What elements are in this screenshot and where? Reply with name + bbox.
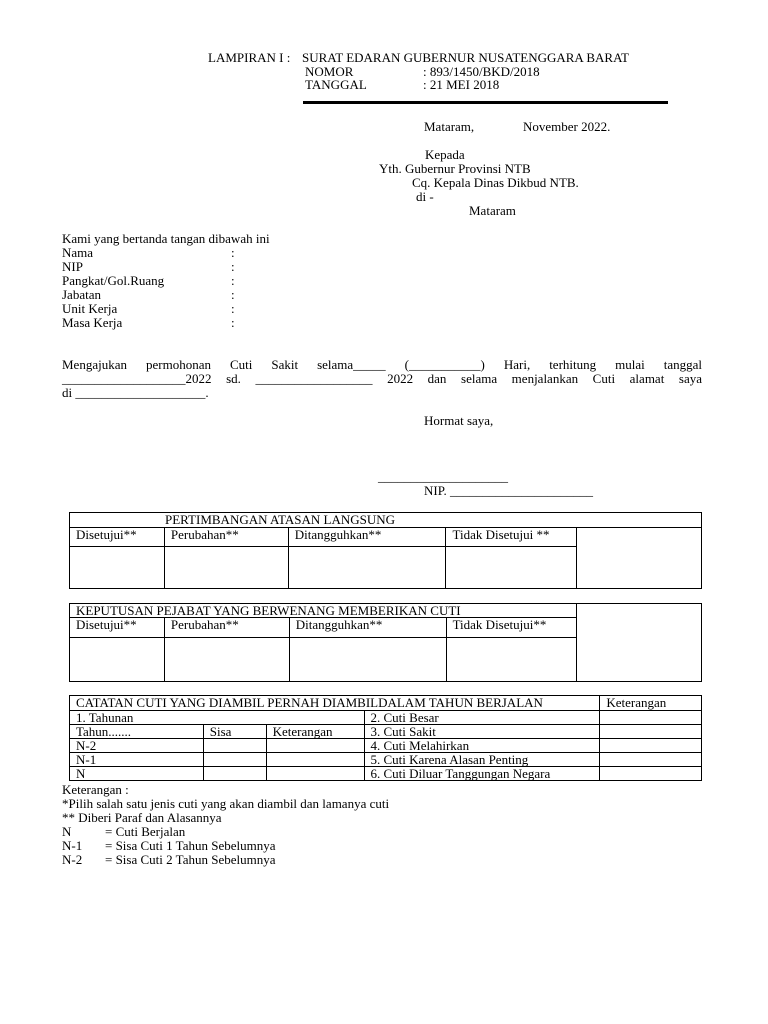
keputusan-table xyxy=(69,603,702,682)
year-keterangan-cell xyxy=(266,739,364,753)
request-line-1: Mengajukan permohonan Cuti Sakit selama_____ (___________) Hari, terhitung mulai tanggal xyxy=(62,357,702,372)
catatan-tahunan: 1. Tahunan xyxy=(70,711,365,725)
legend-desc: = Sisa Cuti 2 Tahun Sebelumnya xyxy=(105,852,276,867)
recipient-di: di - xyxy=(416,189,434,204)
identity-intro: Kami yang bertanda tangan dibawah ini xyxy=(62,231,270,246)
field-colon: : xyxy=(231,287,235,302)
keterangan-cell xyxy=(600,725,702,739)
field-label-unit-kerja: Unit Kerja xyxy=(62,301,118,316)
keputusan-cell xyxy=(289,638,446,682)
year-keterangan-cell xyxy=(266,753,364,767)
signature-nip: NIP. ______________________ xyxy=(424,483,594,498)
pertimbangan-cell xyxy=(70,547,165,589)
tanggal-label: TANGGAL xyxy=(305,77,367,92)
catatan-title: CATATAN CUTI YANG DIAMBIL PERNAH DIAMBILDALAM TAHUN BERJALAN xyxy=(70,696,600,711)
pertimbangan-signature-cell xyxy=(577,528,702,589)
pertimbangan-cell xyxy=(164,547,288,589)
request-line-2: ___________________2022 sd. __________________ 2022 dan selama menjalankan Cuti alamat saya xyxy=(62,371,702,386)
keterangan-cell xyxy=(600,739,702,753)
place: Mataram, xyxy=(424,119,475,134)
recipient-city: Mataram xyxy=(469,203,516,218)
leave-type-cuti-alasan-penting: 5. Cuti Karena Alasan Penting xyxy=(364,753,600,767)
letter-date: November 2022. xyxy=(523,119,611,134)
nomor-label: NOMOR xyxy=(305,64,354,79)
keputusan-signature-cell xyxy=(577,604,702,682)
year-sisa-cell xyxy=(203,739,266,753)
legend-code: N-2 xyxy=(62,852,83,867)
legend-code: N-1 xyxy=(62,838,83,853)
keputusan-col-disetujui: Disetujui** xyxy=(70,618,165,638)
recipient-yth: Yth. Gubernur Provinsi NTB xyxy=(379,161,531,176)
legend-code: N xyxy=(62,824,72,839)
field-colon: : xyxy=(231,315,235,330)
nomor-value: : 893/1450/BKD/2018 xyxy=(423,64,540,79)
leave-type-cuti-besar: 2. Cuti Besar xyxy=(364,711,600,725)
leave-type-cuti-melahirkan: 4. Cuti Melahirkan xyxy=(364,739,600,753)
hormat-saya: Hormat saya, xyxy=(424,413,494,428)
catatan-sub-keterangan: Keterangan xyxy=(266,725,364,739)
notes-title: Keterangan : xyxy=(62,782,129,797)
pertimbangan-cell xyxy=(288,547,446,589)
field-label-pangkat: Pangkat/Gol.Ruang xyxy=(62,273,165,288)
signature-line: ____________________ xyxy=(378,469,508,484)
recipient-cq: Cq. Kepala Dinas Dikbud NTB. xyxy=(412,175,579,190)
year-row-label: N xyxy=(70,767,204,781)
pertimbangan-col-tidak-disetujui: Tidak Disetujui ** xyxy=(446,528,577,547)
keputusan-cell xyxy=(70,638,165,682)
keterangan-cell xyxy=(600,767,702,781)
keputusan-col-tidak-disetujui: Tidak Disetujui** xyxy=(446,618,577,638)
pertimbangan-col-disetujui: Disetujui** xyxy=(70,528,165,547)
keputusan-cell xyxy=(164,638,289,682)
legend-desc: = Sisa Cuti 1 Tahun Sebelumnya xyxy=(105,838,276,853)
tanggal-value: : 21 MEI 2018 xyxy=(423,77,500,92)
field-colon: : xyxy=(231,259,235,274)
header-divider xyxy=(303,101,668,104)
lampiran-value: SURAT EDARAN GUBERNUR NUSATENGGARA BARAT xyxy=(302,50,629,65)
catatan-keterangan-header: Keterangan xyxy=(600,696,702,711)
year-row-label: N-1 xyxy=(70,753,204,767)
field-colon: : xyxy=(231,301,235,316)
field-label-jabatan: Jabatan xyxy=(62,287,101,302)
year-sisa-cell xyxy=(203,767,266,781)
field-colon: : xyxy=(231,273,235,288)
notes-line-1: *Pilih salah satu jenis cuti yang akan diambil dan lamanya cuti xyxy=(62,796,390,811)
field-label-nama: Nama xyxy=(62,245,94,260)
pertimbangan-title: PERTIMBANGAN ATASAN LANGSUNG xyxy=(70,513,702,528)
pertimbangan-table xyxy=(69,512,702,589)
field-label-nip: NIP xyxy=(62,259,83,274)
field-label-masa-kerja: Masa Kerja xyxy=(62,315,123,330)
catatan-sub-tahun: Tahun....... xyxy=(70,725,204,739)
keputusan-title: KEPUTUSAN PEJABAT YANG BERWENANG MEMBERIKAN CUTI xyxy=(70,604,577,618)
pertimbangan-col-perubahan: Perubahan** xyxy=(164,528,288,547)
year-keterangan-cell xyxy=(266,767,364,781)
keputusan-cell xyxy=(446,638,577,682)
recipient-kepada: Kepada xyxy=(425,147,465,162)
pertimbangan-col-ditangguhkan: Ditangguhkan** xyxy=(288,528,446,547)
lampiran-label: LAMPIRAN I : xyxy=(208,50,291,65)
keputusan-col-ditangguhkan: Ditangguhkan** xyxy=(289,618,446,638)
catatan-cuti-table xyxy=(69,695,702,781)
year-sisa-cell xyxy=(203,753,266,767)
field-colon: : xyxy=(231,245,235,260)
keterangan-cell xyxy=(600,753,702,767)
leave-type-cuti-diluar-tanggungan: 6. Cuti Diluar Tanggungan Negara xyxy=(364,767,600,781)
notes-line-2: ** Diberi Paraf dan Alasannya xyxy=(62,810,222,825)
keputusan-col-perubahan: Perubahan** xyxy=(164,618,289,638)
pertimbangan-cell xyxy=(446,547,577,589)
legend-desc: = Cuti Berjalan xyxy=(105,824,186,839)
year-row-label: N-2 xyxy=(70,739,204,753)
request-line-3: di ____________________. xyxy=(62,385,209,400)
keterangan-cell xyxy=(600,711,702,725)
catatan-sub-sisa: Sisa xyxy=(203,725,266,739)
leave-type-cuti-sakit: 3. Cuti Sakit xyxy=(364,725,600,739)
